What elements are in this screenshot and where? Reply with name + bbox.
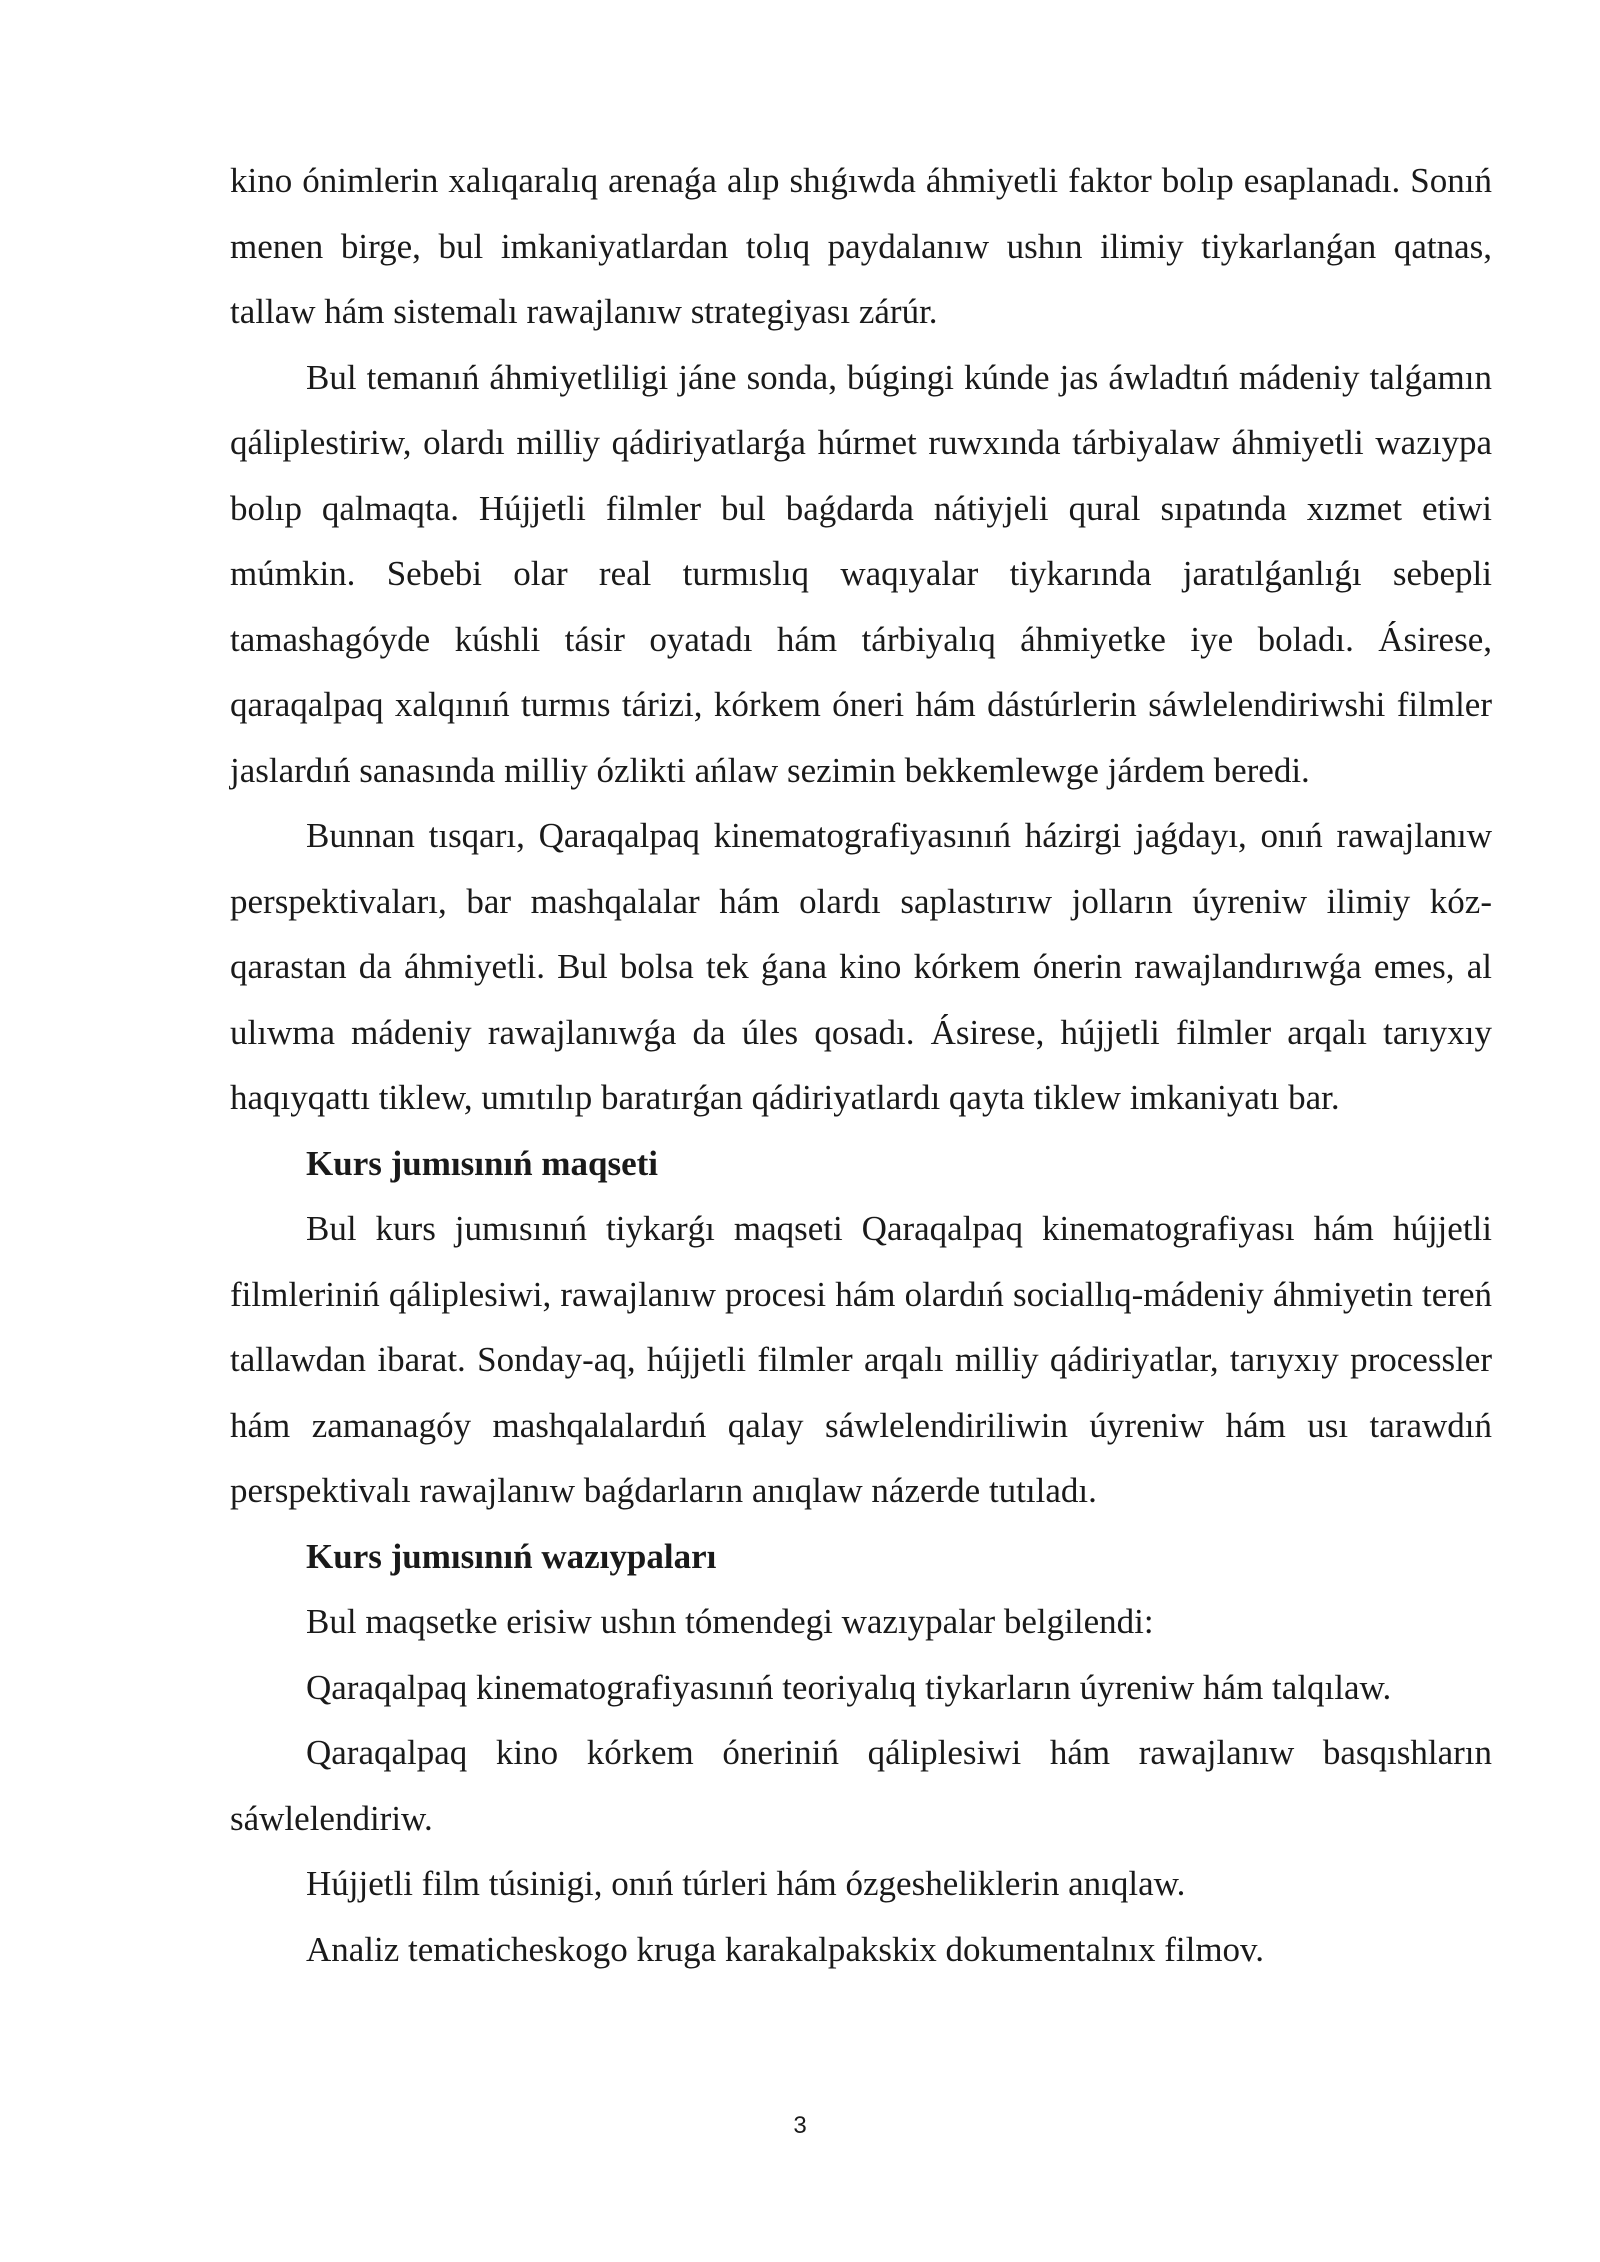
paragraph-kinematography-state: Bunnan tısqarı, Qaraqalpaq kinematografiyasınıń házirgi jaǵdayı, onıń rawajlanıw perspektivaları, bar mashqalalar hám olardı saplastırıw jolların úyreniw ilimiy kóz-qarastan da áhmiyetli. Bul bolsa tek ǵana kino kórkem ónerin rawajlandırıwǵa emes, al ulıwma mádeniy rawajlanıwǵa da úles qosadı. Ásirese, hújjetli filmler arqalı tarıyxıy haqıyqattı tiklew, umıtılıp baratırǵan qádiriyatlardı qayta tiklew imkaniyatı bar. (230, 816, 1492, 1117)
task-item-1: Qaraqalpaq kinematografiyasınıń teoriyalıq tiykarların úyreniw hám talqılaw. (306, 1667, 1392, 1707)
task-item-4: Analiz tematicheskogo kruga karakalpakskix dokumentalnıx filmov. (306, 1929, 1265, 1969)
paragraph-continued: kino ónimlerin xalıqaralıq arenaǵa alıp shıǵıwda áhmiyetli faktor bolıp esaplanadı. Sonıń menen birge, bul imkaniyatlardan tolıq paydalanıw ushın ilimiy tiykarlanǵan qatnas, tallaw hám sistemalı rawajlanıw strategiyası zárúr. (230, 161, 1492, 331)
document-page (230, 148, 1492, 1982)
task-item-2: Qaraqalpaq kino kórkem óneriniń qáliplesiwi hám rawajlanıw basqıshların sáwlelendiriw. (230, 1733, 1492, 1838)
heading-course-tasks: Kurs jumısınıń wazıypaları (306, 1536, 717, 1576)
paragraph-topic-importance: Bul temanıń áhmiyetliligi jáne sonda, búgingi kúnde jas áwladtıń mádeniy talǵamın qáliplestiriw, olardı milliy qádiriyatlarǵa húrmet ruwxında tárbiyalaw áhmiyetli wazıypa bolıp qalmaqta. Hújjetli filmler bul baǵdarda nátiyjeli qural sıpatında xızmet etiwi múmkin. Sebebi olar real turmıslıq waqıyalar tiykarında jaratılǵanlıǵı sebepli tamashagóyde kúshli tásir oyatadı hám tárbiyalıq áhmiyetke iye boladı. Ásirese, qaraqalpaq xalqınıń turmıs tárizi, kórkem óneri hám dástúrlerin sáwlelendiriwshi filmler jaslardıń sanasında milliy ózlikti ańlaw sezimin bekkemlewge járdem beredi. (230, 357, 1492, 790)
paragraph-course-goal: Bul kurs jumısınıń tiykarǵı maqseti Qaraqalpaq kinematografiyası hám hújjetli filmleriniń qáliplesiwi, rawajlanıw procesi hám olardıń sociallıq-mádeniy áhmiyetin tereń tallawdan ibarat. Sonday-aq, hújjetli filmler arqalı milliy qádiriyatlar, tarıyxıy processler hám zamanagóy mashqalalardıń qalay sáwlelendiriliwin úyreniw hám usı tarawdıń perspektivalı rawajlanıw baǵdarların anıqlaw názerde tutıladı. (230, 1209, 1492, 1510)
task-item-3: Hújjetli film túsinigi, onıń túrleri hám ózgesheliklerin anıqlaw. (306, 1864, 1186, 1903)
page-number: 3 (793, 2112, 807, 2139)
paragraph-tasks-intro: Bul maqsetke erisiw ushın tómendegi wazıypalar belgilendi: (306, 1602, 1154, 1641)
heading-course-goal: Kurs jumısınıń maqseti (306, 1143, 658, 1183)
